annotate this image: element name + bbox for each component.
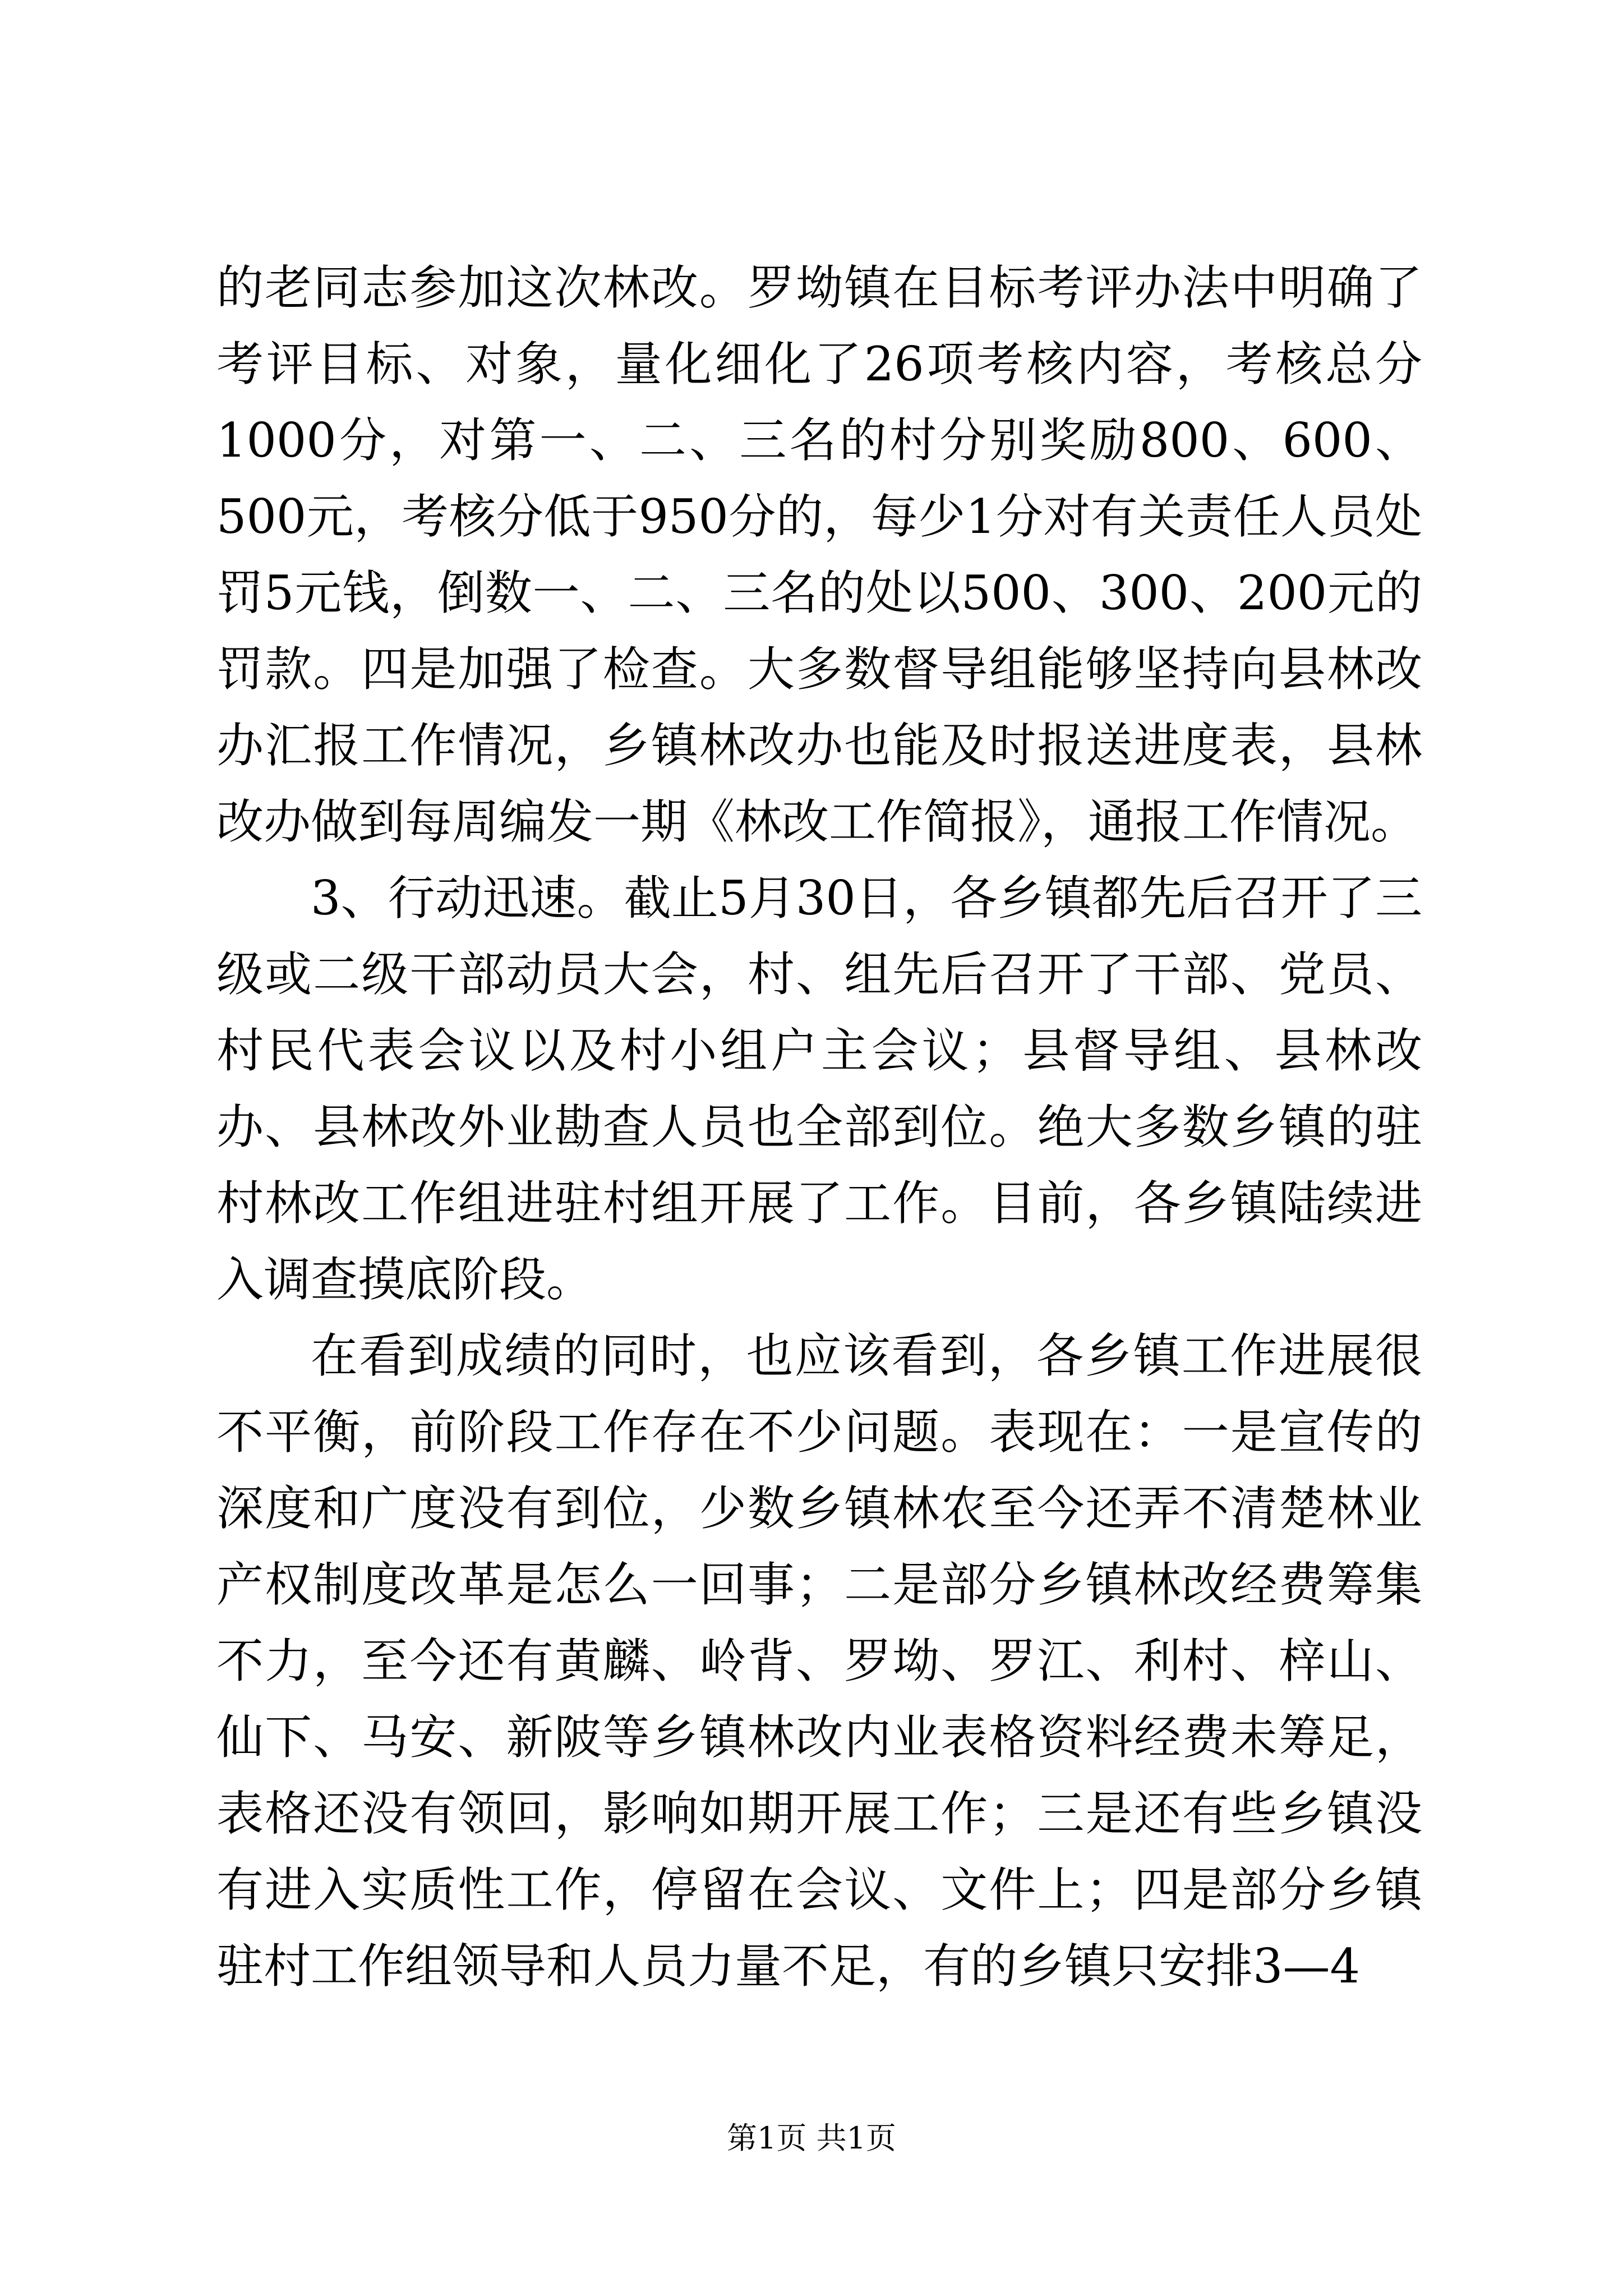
paragraph-2: 3、行动迅速。截止5月30日，各乡镇都先后召开了三级或二级干部动员大会，村、组先后召开了干部、党员、村民代表会议以及村小组户主会议；县督导组、县林改办、县林改外业勘查人员也全部到位。绝大多数乡镇的驻村林改工作组进驻村组开展了工作。目前，各乡镇陆续进入调查摸底阶段。 — [216, 871, 1422, 1307]
document-body — [216, 250, 1422, 2004]
page-footer: 第1页 共1页 — [727, 2120, 896, 2156]
paragraph-3: 在看到成绩的同时，也应该看到，各乡镇工作进展很不平衡，前阶段工作存在不少问题。表现在：一是宣传的深度和广度没有到位，少数乡镇林农至今还弄不清楚林业产权制度改革是怎么一回事；二是部分乡镇林改经费筹集不力，至今还有黄麟、岭背、罗坳、罗江、利村、梓山、仙下、马安、新陂等乡镇林改内业表格资料经费未筹足，表格还没有领回，影响如期开展工作；三是还有些乡镇没有进入实质性工作，停留在会议、文件上；四是部分乡镇驻村工作组领导和人员力量不足，有的乡镇只安排3—4 — [216, 1328, 1422, 1994]
paragraph-1: 的老同志参加这次林改。罗坳镇在目标考评办法中明确了考评目标、对象，量化细化了26项考核内容，考核总分1000分，对第一、二、三名的村分别奖励800、600、500元，考核分低于950分的，每少1分对有关责任人员处罚5元钱，倒数一、二、三名的处以500、300、200元的罚款。四是加强了检查。大多数督导组能够坚持向县林改办汇报工作情况，乡镇林改办也能及时报送进度表，县林改办做到每周编发一期《林改工作简报》，通报工作情况。 — [216, 260, 1422, 849]
